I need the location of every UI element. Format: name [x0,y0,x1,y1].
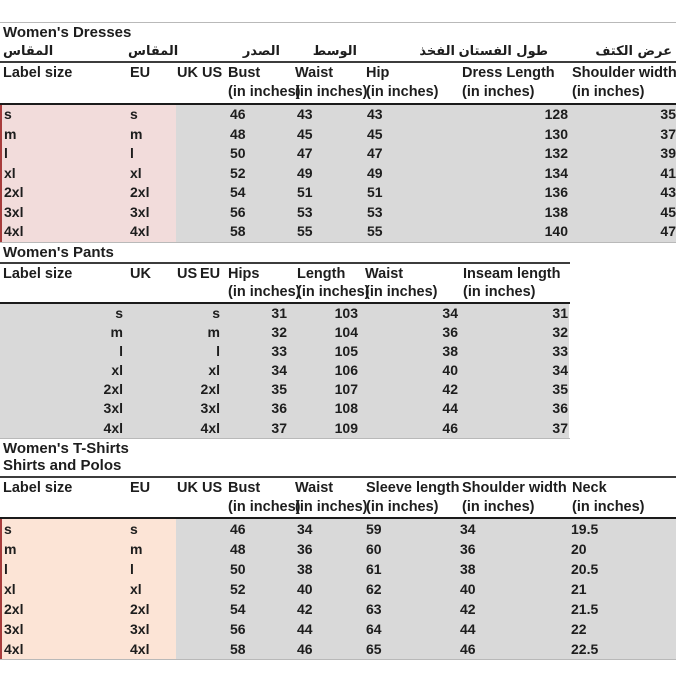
column-header-cell: Sleeve length [366,479,460,496]
data-cell: 108 [334,400,358,417]
data-row [0,559,680,579]
data-cell: 2xl [130,600,150,617]
column-header-cell: Waist [295,479,334,496]
data-cell [569,304,680,323]
unit-subheader-cell [569,285,680,302]
data-cell [176,539,201,559]
data-cell: 4xl [103,419,123,436]
unit-subheader-cell [176,84,201,103]
data-cell: 31 [552,304,568,321]
data-cell: 107 [334,381,358,398]
data-row [0,183,680,203]
arabic-row [0,43,680,61]
data-row [0,203,680,223]
data-row [0,519,680,539]
data-cell: 42 [442,381,458,398]
data-cell: 44 [442,400,458,417]
data-cell [176,105,201,125]
data-cell: 58 [230,640,246,657]
data-cell [569,361,680,380]
data-cell: 50 [230,560,246,577]
data-cell [201,183,226,203]
data-cell: 36 [271,400,287,417]
data-cell: 4xl [130,223,150,239]
data-cell: 136 [544,184,568,200]
unit-subheader-cell [0,84,128,103]
arabic-header-cell: عرض الكتف [595,44,672,59]
unit-subheader-cell [201,84,226,103]
unit-subheader-cell [175,285,199,302]
head-row [0,478,680,499]
data-cell: 35 [552,381,568,398]
data-cell: l [4,560,8,577]
data-cell: 2xl [103,381,123,398]
column-header-cell [569,264,680,285]
data-cell: 109 [334,419,358,436]
data-cell: 61 [366,560,382,577]
data-cell: 53 [297,203,313,220]
data-cell: 64 [366,620,382,637]
data-cell [175,342,199,361]
data-cell: s [115,304,123,321]
data-cell: 38 [297,560,313,577]
column-header-cell: EU [200,265,221,282]
data-cell: 51 [297,184,313,200]
data-row [0,399,680,418]
data-row [0,144,680,164]
data-cell: 54 [230,600,246,617]
data-cell [569,342,680,361]
data-row [0,579,680,599]
arabic-header-cell: الصدر [242,44,280,59]
data-cell [175,323,199,342]
unit-subheader-cell: (in inches) [366,84,439,100]
data-cell: 22.5 [571,640,599,657]
table-content [0,476,680,660]
data-cell: 2xl [200,381,220,398]
data-cell: 60 [366,540,382,557]
data-cell [176,203,201,223]
unit-subheader-cell: (in inches) [572,84,645,100]
data-cell: 4xl [4,223,24,239]
data-cell: l [119,342,123,359]
data-cell: 4xl [4,640,24,657]
sub-row [0,84,680,103]
data-cell: m [207,323,220,340]
data-row [0,125,680,145]
data-cell [176,639,201,659]
data-row [0,380,680,399]
data-row [0,361,680,380]
data-cell [176,125,201,145]
data-row [0,639,680,659]
data-cell: 19.5 [571,520,599,537]
data-cell: 48 [230,125,246,142]
data-cell: 54 [230,184,246,200]
data-cell: m [130,540,143,557]
column-header-cell: UK [130,265,151,282]
data-cell: s [212,304,220,321]
data-cell: s [4,106,12,122]
data-cell: 36 [552,400,568,417]
unit-subheader-cell: (in inches) [463,283,536,300]
data-cell [126,399,175,418]
data-row [0,105,680,125]
data-cell: 34 [271,362,287,379]
data-row [0,304,680,323]
data-cell: 43 [297,106,313,122]
data-cell: 140 [544,223,568,239]
data-cell: 33 [552,342,568,359]
data-cell [201,539,226,559]
data-cell: 34 [297,520,313,537]
data-cell: 63 [366,600,382,617]
data-cell [201,579,226,599]
data-cell: 105 [334,342,358,359]
data-cell: 53 [367,203,383,220]
data-cell: 45 [367,125,383,142]
data-cell [201,105,226,125]
data-cell: 128 [544,106,568,122]
data-cell [176,144,201,164]
data-cell [201,203,226,223]
data-cell [201,519,226,539]
data-cell: 39 [660,145,676,161]
data-cell: 40 [442,362,458,379]
data-cell [126,342,175,361]
head-row [0,264,680,285]
column-header-cell: Shoulder width [572,65,677,81]
column-header-cell: EU [130,65,151,81]
data-cell: 46 [460,640,476,657]
unit-subheader-cell [0,499,128,517]
data-cell: 58 [230,223,246,239]
data-cell [569,419,680,438]
data-cell: 31 [271,304,287,321]
data-cell: 62 [366,580,382,597]
unit-subheader-cell: (in inches) [228,498,301,515]
data-cell: l [216,342,220,359]
column-header-cell: UK [177,65,198,81]
data-cell: 22 [571,620,587,637]
column-header-cell: Label size [3,265,73,282]
data-cell: 52 [230,164,246,181]
column-header-cell: Bust [228,479,261,496]
womens-pants-table [0,243,680,439]
data-cell: m [4,540,17,557]
data-cell: 3xl [130,620,150,637]
data-cell: 21.5 [571,600,599,617]
data-cell: 4xl [200,419,220,436]
unit-subheader-cell [0,285,126,302]
data-cell [175,380,199,399]
data-cell: 34 [460,520,476,537]
column-header-cell: UK [177,479,198,496]
unit-subheader-cell: (in inches) [572,498,645,515]
data-cell: 34 [442,304,458,321]
unit-subheader-cell: (in inches) [366,498,439,515]
data-cell: 21 [571,580,587,597]
data-cell [176,559,201,579]
data-row [0,619,680,639]
data-cell: 3xl [130,203,150,220]
data-cell: 49 [367,164,383,181]
data-cell [201,599,226,619]
data-cell: 48 [230,540,246,557]
unit-subheader-cell: (in inches) [228,283,301,300]
arabic-header-cell: طول الفستان [458,44,548,59]
data-cell: 40 [460,580,476,597]
unit-subheader-cell [128,499,176,517]
data-cell: 36 [442,323,458,340]
womens-dresses-table [0,23,680,243]
data-cell: m [4,125,17,142]
data-row [0,599,680,619]
table-title: Women's T-Shirts [3,439,129,457]
unit-subheader-cell [201,499,226,517]
head-row [0,63,680,84]
column-header-cell: Waist [365,265,404,282]
arabic-header-cell: المقاس [3,44,54,59]
arabic-header-cell [201,43,226,61]
data-cell [201,639,226,659]
table-title: Women's Pants [3,243,114,261]
data-cell: 49 [297,164,313,181]
data-cell [201,222,226,242]
data-cell [176,599,201,619]
column-header-cell: Bust [228,65,261,81]
data-cell: 38 [460,560,476,577]
data-cell: 32 [271,323,287,340]
column-header-cell: Hip [366,65,390,81]
data-cell: 36 [460,540,476,557]
data-row [0,419,680,438]
data-cell: 41 [660,164,676,181]
arabic-header-cell [176,43,201,61]
data-cell [126,419,175,438]
data-cell: 2xl [4,184,24,200]
top-margin [0,0,680,22]
data-cell: 37 [271,419,287,436]
data-cell: 37 [660,125,676,142]
data-cell [126,304,175,323]
data-cell: 44 [297,620,313,637]
column-header-cell: Waist [295,65,334,81]
data-cell: 36 [297,540,313,557]
data-cell: 33 [271,342,287,359]
data-row [0,164,680,184]
data-cell: 38 [442,342,458,359]
divider [0,659,676,660]
data-cell: 42 [297,600,313,617]
arabic-header-cell: الوسط [312,44,357,59]
data-cell: 46 [442,419,458,436]
data-cell [569,399,680,418]
data-cell: 42 [460,600,476,617]
data-row [0,222,680,242]
column-header-cell: US [202,479,223,496]
arabic-header-cell: الفخذ [419,44,455,59]
data-cell: 32 [552,323,568,340]
unit-subheader-cell [126,285,175,302]
column-header-cell: Inseam length [463,265,561,282]
data-cell: 44 [460,620,476,637]
data-cell [201,164,226,184]
data-cell: 59 [366,520,382,537]
data-cell: 45 [297,125,313,142]
data-cell: 43 [367,106,383,122]
data-cell: 46 [297,640,313,657]
column-header-cell: Hips [228,265,260,282]
unit-subheader-cell [176,499,201,517]
data-cell: xl [4,164,16,181]
unit-subheader-cell: (in inches) [462,84,535,100]
column-header-cell: US [177,265,198,282]
data-cell: 35 [271,381,287,398]
table-content [0,262,680,439]
data-cell: 104 [334,323,358,340]
column-header-cell: US [202,65,223,81]
data-cell: 52 [230,580,246,597]
unit-subheader-cell: (in inches) [295,84,368,100]
sub-row [0,285,680,302]
data-cell: 134 [544,164,568,181]
data-cell [126,380,175,399]
unit-subheader-cell [128,84,176,103]
unit-subheader-cell: (in inches) [462,498,535,515]
data-cell: 47 [297,145,313,161]
data-cell: m [110,323,123,340]
arabic-header-cell: المقاس [128,44,179,59]
data-cell: 4xl [130,640,150,657]
data-cell: 51 [367,184,383,200]
data-cell: 56 [230,203,246,220]
data-cell: 130 [544,125,568,142]
data-cell: 20 [571,540,587,557]
unit-subheader-cell [199,285,221,302]
column-header-cell: Label size [3,479,73,496]
data-cell [176,183,201,203]
column-header-cell: Shoulder width [462,479,567,496]
data-cell: 132 [544,145,568,161]
data-cell [176,579,201,599]
data-cell: 106 [334,362,358,379]
column-header-cell: Dress Length [462,65,555,81]
data-cell: 45 [660,203,676,220]
data-cell: 3xl [103,400,123,417]
data-cell [126,323,175,342]
data-cell: 43 [660,184,676,200]
data-cell: xl [130,164,142,181]
data-cell: 47 [367,145,383,161]
unit-subheader-cell: (in inches) [295,498,368,515]
data-cell: 2xl [4,600,24,617]
data-cell: xl [208,362,220,379]
data-cell: l [4,145,8,161]
data-cell: 3xl [4,203,24,220]
data-cell [175,419,199,438]
data-cell: 138 [544,203,568,220]
data-cell: xl [4,580,16,597]
data-cell: 3xl [200,400,220,417]
data-row [0,342,680,361]
data-cell: m [130,125,143,142]
data-cell [176,519,201,539]
data-cell: xl [130,580,142,597]
data-cell: 65 [366,640,382,657]
data-cell [569,380,680,399]
data-cell [201,559,226,579]
column-header-cell: Neck [572,479,607,496]
data-cell [201,144,226,164]
data-cell: 46 [230,106,246,122]
column-header-cell: Label size [3,65,73,81]
column-header-cell: EU [130,479,151,496]
data-cell: xl [111,362,123,379]
data-cell: 50 [230,145,246,161]
data-cell: 55 [367,223,383,239]
data-cell: 35 [660,106,676,122]
data-cell [176,222,201,242]
column-header-cell: Length [297,265,346,282]
data-cell [175,361,199,380]
table-content [0,43,680,243]
data-cell: 2xl [130,184,150,200]
table-title: Women's Dresses [3,24,132,41]
table-subtitle: Shirts and Polos [3,456,122,474]
data-cell: 56 [230,620,246,637]
data-cell [175,399,199,418]
data-cell: s [130,520,138,537]
data-cell [176,164,201,184]
data-cell: 47 [660,223,676,239]
data-cell [569,323,680,342]
data-cell: 46 [230,520,246,537]
data-cell: 37 [552,419,568,436]
data-cell: 3xl [4,620,24,637]
data-cell: 20.5 [571,560,599,577]
data-cell: 34 [552,362,568,379]
unit-subheader-cell: (in inches) [297,283,370,300]
data-cell: s [4,520,12,537]
data-row [0,323,680,342]
unit-subheader-cell: (in inches) [228,84,301,100]
data-cell: l [130,560,134,577]
unit-subheader-cell: (in inches) [365,283,438,300]
data-cell [126,361,175,380]
data-cell [175,304,199,323]
data-cell: 55 [297,223,313,239]
data-cell: l [130,145,134,161]
data-cell: 40 [297,580,313,597]
sub-row [0,499,680,517]
data-cell [201,125,226,145]
data-cell [201,619,226,639]
data-cell [176,619,201,639]
data-cell: s [130,106,138,122]
data-cell: 103 [334,304,358,321]
womens-tshirts-table [0,439,680,660]
data-row [0,539,680,559]
